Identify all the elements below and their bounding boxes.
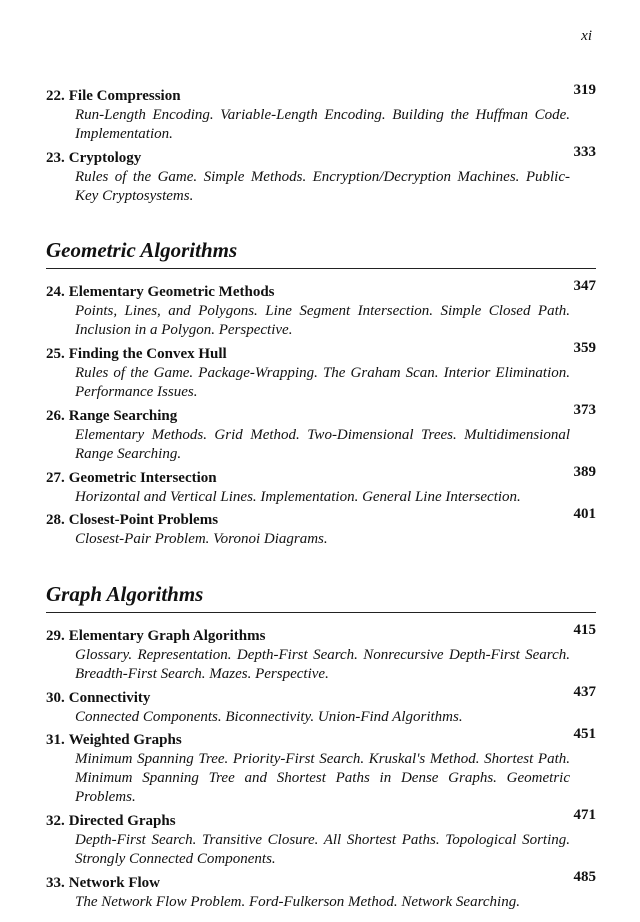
toc-entry[interactable] <box>46 684 596 730</box>
entry-page: 333 <box>573 144 596 160</box>
entry-heading <box>46 148 596 168</box>
toc-entry[interactable] <box>46 807 596 873</box>
entry-description: Points, Lines, and Polygons. Line Segment Intersection. Simple Closed Path. Inclusion in a Polygon. Perspective. <box>75 303 570 338</box>
entry-title: Weighted Graphs <box>68 732 182 748</box>
toc-entry[interactable] <box>46 82 596 148</box>
entry-heading <box>46 688 596 708</box>
entry-heading <box>46 626 596 646</box>
entry-page: 437 <box>573 684 596 700</box>
entry-number: 25. <box>46 346 65 362</box>
entry-heading <box>46 344 596 364</box>
toc-entry-group-top <box>46 82 596 210</box>
entry-description: Rules of the Game. Simple Methods. Encryption/Decryption Machines. Public-Key Cryptosystems. <box>75 169 570 204</box>
entry-description: Horizontal and Vertical Lines. Implementation. General Line Intersection. <box>75 489 521 505</box>
entry-page: 485 <box>573 869 596 885</box>
page-number: xi <box>581 28 592 44</box>
entry-page: 319 <box>573 82 596 98</box>
entry-heading <box>46 510 596 530</box>
toc-entry[interactable] <box>46 464 596 510</box>
entry-page: 471 <box>573 807 596 823</box>
entry-number: 28. <box>46 512 65 528</box>
entry-page: 359 <box>573 340 596 356</box>
entry-title: Elementary Graph Algorithms <box>68 628 266 644</box>
entry-description: The Network Flow Problem. Ford-Fulkerson Method. Network Searching. <box>75 894 520 910</box>
section-heading-geometric: Geometric Algorithms <box>46 238 596 269</box>
entry-number: 31. <box>46 732 65 748</box>
entry-page: 373 <box>573 402 596 418</box>
entry-number: 32. <box>46 813 65 829</box>
entry-page: 389 <box>573 464 596 480</box>
entry-title: Network Flow <box>68 875 160 891</box>
entry-title: Connectivity <box>68 690 151 706</box>
toc-entry[interactable] <box>46 726 596 811</box>
entry-description: Elementary Methods. Grid Method. Two-Dimensional Trees. Multidimensional Range Searching. <box>75 427 570 462</box>
entry-description: Minimum Spanning Tree. Priority-First Search. Kruskal's Method. Shortest Path. Minimum Spanning Tree and Shortest Paths in Dense Graphs. Geometric Problems. <box>75 751 570 805</box>
toc-entry-group-graph <box>46 622 596 915</box>
entry-number: 26. <box>46 408 65 424</box>
toc-entry[interactable] <box>46 278 596 344</box>
entry-number: 30. <box>46 690 65 706</box>
entry-page: 451 <box>573 726 596 742</box>
entry-description: Closest-Pair Problem. Voronoi Diagrams. <box>75 531 328 547</box>
entry-heading <box>46 811 596 831</box>
entry-heading <box>46 86 596 106</box>
toc-entry[interactable] <box>46 869 596 915</box>
section-heading-graph: Graph Algorithms <box>46 582 596 613</box>
entry-description: Depth-First Search. Transitive Closure. All Shortest Paths. Topological Sorting. Strongly Connected Components. <box>75 832 570 867</box>
entry-number: 24. <box>46 284 65 300</box>
entry-heading <box>46 406 596 426</box>
entry-description: Connected Components. Biconnectivity. Union-Find Algorithms. <box>75 709 463 725</box>
toc-entry[interactable] <box>46 340 596 406</box>
entry-number: 27. <box>46 470 65 486</box>
entry-page: 415 <box>573 622 596 638</box>
toc-entry[interactable] <box>46 622 596 688</box>
entry-title: Directed Graphs <box>68 813 176 829</box>
toc-entry-group-geometric <box>46 278 596 552</box>
toc-entry[interactable] <box>46 506 596 552</box>
entry-heading <box>46 730 596 750</box>
entry-number: 22. <box>46 88 65 104</box>
entry-number: 23. <box>46 150 65 166</box>
entry-description: Rules of the Game. Package-Wrapping. The Graham Scan. Interior Elimination. Performance Issues. <box>75 365 570 400</box>
entry-title: Geometric Intersection <box>68 470 217 486</box>
entry-title: Elementary Geometric Methods <box>68 284 275 300</box>
entry-page: 401 <box>573 506 596 522</box>
entry-title: Closest-Point Problems <box>68 512 219 528</box>
toc-entry[interactable] <box>46 144 596 210</box>
entry-title: Cryptology <box>68 150 142 166</box>
entry-heading <box>46 468 596 488</box>
entry-heading <box>46 282 596 302</box>
entry-page: 347 <box>573 278 596 294</box>
toc-entry[interactable] <box>46 402 596 468</box>
entry-title: Finding the Convex Hull <box>68 346 227 362</box>
entry-description: Run-Length Encoding. Variable-Length Encoding. Building the Huffman Code. Implementation. <box>75 107 570 142</box>
entry-number: 33. <box>46 875 65 891</box>
entry-description: Glossary. Representation. Depth-First Search. Nonrecursive Depth-First Search. Breadth-First Search. Mazes. Perspective. <box>75 647 570 682</box>
entry-number: 29. <box>46 628 65 644</box>
entry-title: Range Searching <box>68 408 178 424</box>
entry-title: File Compression <box>68 88 181 104</box>
entry-heading <box>46 873 596 893</box>
